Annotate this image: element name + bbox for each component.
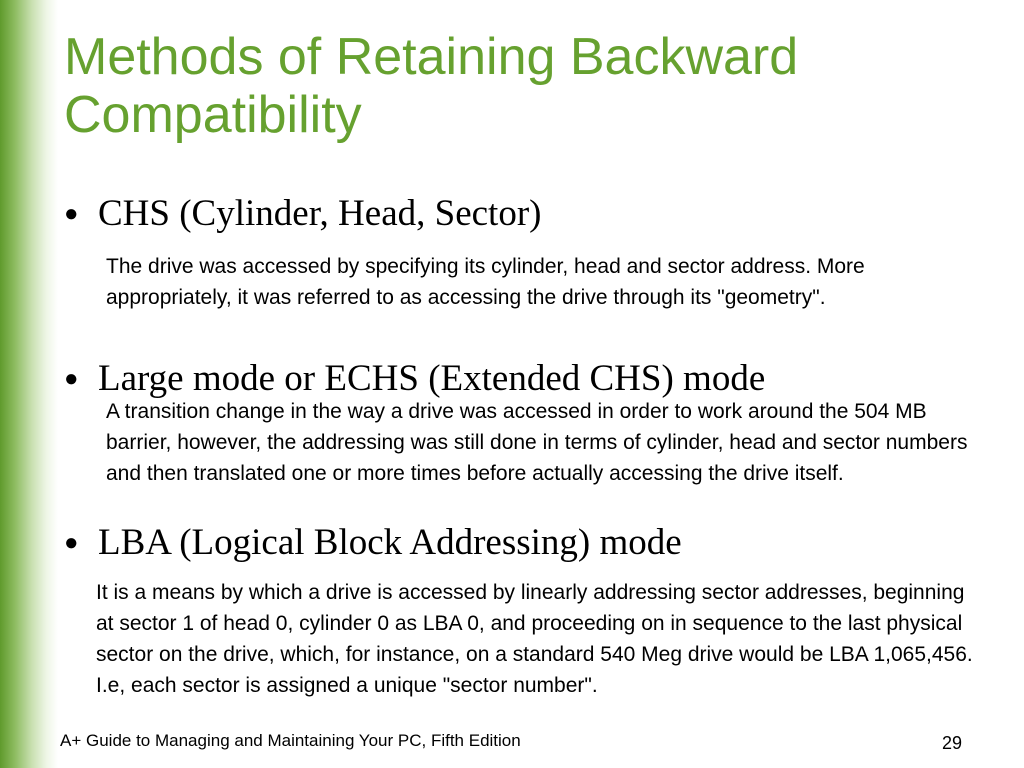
bullet-heading: Large mode or ECHS (Extended CHS) mode bbox=[98, 358, 766, 399]
bullet-dot-icon: ● bbox=[64, 530, 79, 556]
bullet-lba bbox=[64, 522, 682, 564]
bullet-dot-icon: ● bbox=[64, 366, 79, 392]
section-description: It is a means by which a drive is accessed by linearly addressing sector addresses, beginning at sector 1 of head 0, cylinder 0 as LBA 0, and proceeding on in sequence to the last physical sector on the drive, which, for instance, on a standard 540 Meg drive would be LBA 1,065,456. I.e, each sector is assigned a unique "sector number". bbox=[96, 581, 973, 697]
bullet-heading: LBA (Logical Block Addressing) mode bbox=[98, 522, 682, 563]
slide-title: Methods of Retaining Backward Compatibility bbox=[64, 28, 799, 144]
section-description: A transition change in the way a drive was accessed in order to work around the 504 MB barrier, however, the addressing was still done in terms of cylinder, head and sector numbers and then translated one or more times before actually accessing the drive itself. bbox=[106, 400, 968, 485]
bullet-echs bbox=[64, 358, 765, 400]
footer-text: A+ Guide to Managing and Maintaining Your PC, Fifth Edition bbox=[60, 731, 521, 750]
bullet-dot-icon: ● bbox=[64, 201, 79, 227]
page-number: 29 bbox=[941, 733, 962, 753]
decorative-green-band bbox=[0, 0, 58, 768]
bullet-chs bbox=[64, 193, 541, 235]
section-description: The drive was accessed by specifying its cylinder, head and sector address. More appropriately, it was referred to as accessing the drive through its "geometry". bbox=[106, 255, 865, 309]
bullet-heading: CHS (Cylinder, Head, Sector) bbox=[98, 193, 542, 234]
